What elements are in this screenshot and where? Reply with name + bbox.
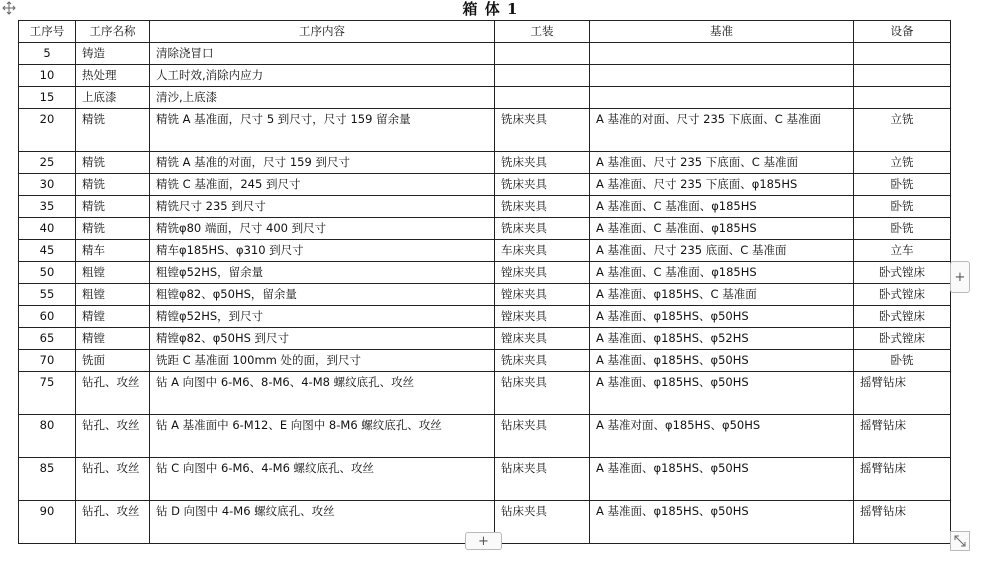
- cell-step-content[interactable]: 精铣φ80 端面，尺寸 400 到尺寸: [150, 218, 495, 240]
- cell-step-no[interactable]: 10: [19, 65, 76, 87]
- cell-datum[interactable]: A 基准面、尺寸 235 下底面、C 基准面: [590, 152, 854, 174]
- cell-equipment[interactable]: 立铣: [854, 152, 951, 174]
- cell-step-name[interactable]: 热处理: [76, 65, 150, 87]
- cell-equipment[interactable]: [854, 43, 951, 65]
- cell-datum[interactable]: A 基准的对面、尺寸 235 下底面、C 基准面: [590, 109, 854, 152]
- cell-datum[interactable]: A 基准面、尺寸 235 下底面、φ185HS: [590, 174, 854, 196]
- cell-equipment[interactable]: 卧式镗床: [854, 328, 951, 350]
- cell-step-no[interactable]: 90: [19, 501, 76, 544]
- cell-fixture[interactable]: 铣床夹具: [495, 109, 590, 152]
- process-table: [18, 20, 951, 544]
- cell-step-no[interactable]: 85: [19, 458, 76, 501]
- cell-step-name[interactable]: 精铣: [76, 196, 150, 218]
- cell-step-content[interactable]: 精铣 C 基准面，245 到尺寸: [150, 174, 495, 196]
- resize-icon: [954, 532, 966, 551]
- cell-equipment[interactable]: 摇臂钻床: [854, 501, 951, 544]
- cell-step-name[interactable]: 精镗: [76, 328, 150, 350]
- cell-step-no[interactable]: 20: [19, 109, 76, 152]
- cell-datum[interactable]: A 基准面、φ185HS、φ50HS: [590, 306, 854, 328]
- cell-step-content[interactable]: 精铣 A 基准面，尺寸 5 到尺寸，尺寸 159 留余量: [150, 109, 495, 152]
- cell-step-no[interactable]: 35: [19, 196, 76, 218]
- header-row: [19, 21, 951, 43]
- cell-equipment[interactable]: 卧式镗床: [854, 284, 951, 306]
- cell-step-content[interactable]: 精镗φ52HS，到尺寸: [150, 306, 495, 328]
- cell-step-name[interactable]: 钻孔、攻丝: [76, 458, 150, 501]
- cell-step-content[interactable]: 钻 C 向图中 6-M6、4-M6 螺纹底孔、攻丝: [150, 458, 495, 501]
- cell-step-name[interactable]: 精铣: [76, 174, 150, 196]
- cell-step-no[interactable]: 45: [19, 240, 76, 262]
- cell-fixture[interactable]: 铣床夹具: [495, 218, 590, 240]
- table-row: [19, 350, 951, 372]
- cell-step-no[interactable]: 25: [19, 152, 76, 174]
- table-row: [19, 109, 951, 152]
- cell-step-name[interactable]: 粗镗: [76, 262, 150, 284]
- cell-fixture[interactable]: 钻床夹具: [495, 501, 590, 544]
- cell-step-content[interactable]: 钻 A 向图中 6-M6、8-M6、4-M8 螺纹底孔、攻丝: [150, 372, 495, 415]
- cell-step-name[interactable]: 铣面: [76, 350, 150, 372]
- table-row: [19, 174, 951, 196]
- cell-datum[interactable]: [590, 43, 854, 65]
- cell-equipment[interactable]: 卧式镗床: [854, 306, 951, 328]
- cell-step-no[interactable]: 80: [19, 415, 76, 458]
- cell-step-content[interactable]: 钻 D 向图中 4-M6 螺纹底孔、攻丝: [150, 501, 495, 544]
- add-column-button[interactable]: [950, 261, 970, 293]
- cell-step-name[interactable]: 铸造: [76, 43, 150, 65]
- cell-equipment[interactable]: 卧铣: [854, 218, 951, 240]
- cell-step-name[interactable]: 精车: [76, 240, 150, 262]
- cell-equipment[interactable]: 摇臂钻床: [854, 372, 951, 415]
- cell-fixture[interactable]: 镗床夹具: [495, 284, 590, 306]
- cell-datum[interactable]: A 基准面、C 基准面、φ185HS: [590, 262, 854, 284]
- cell-fixture[interactable]: 镗床夹具: [495, 262, 590, 284]
- table-row: [19, 458, 951, 501]
- table-row: [19, 43, 951, 65]
- cell-fixture[interactable]: 铣床夹具: [495, 174, 590, 196]
- cell-datum[interactable]: A 基准面、C 基准面、φ185HS: [590, 218, 854, 240]
- cell-equipment[interactable]: 摇臂钻床: [854, 415, 951, 458]
- cell-datum[interactable]: A 基准面、C 基准面、φ185HS: [590, 196, 854, 218]
- cell-step-no[interactable]: 40: [19, 218, 76, 240]
- cell-step-name[interactable]: 钻孔、攻丝: [76, 415, 150, 458]
- cell-fixture[interactable]: [495, 87, 590, 109]
- header-cell-datum[interactable]: 基准: [590, 21, 854, 43]
- cell-step-name[interactable]: 粗镗: [76, 284, 150, 306]
- cell-fixture[interactable]: [495, 65, 590, 87]
- plus-icon: +: [478, 533, 489, 549]
- cell-equipment[interactable]: 卧式镗床: [854, 262, 951, 284]
- document-title: 箱 体 1: [462, 0, 519, 18]
- header-cell-content[interactable]: 工序内容: [150, 21, 495, 43]
- cell-step-name[interactable]: 钻孔、攻丝: [76, 372, 150, 415]
- table-row: [19, 328, 951, 350]
- cell-step-content[interactable]: 人工时效,消除内应力: [150, 65, 495, 87]
- table-row: [19, 152, 951, 174]
- cell-fixture[interactable]: 车床夹具: [495, 240, 590, 262]
- cell-datum[interactable]: [590, 65, 854, 87]
- cell-step-content[interactable]: 清除浇冒口: [150, 43, 495, 65]
- cell-step-content[interactable]: 清沙,上底漆: [150, 87, 495, 109]
- cell-fixture[interactable]: 镗床夹具: [495, 328, 590, 350]
- cell-datum[interactable]: A 基准面、φ185HS、φ50HS: [590, 501, 854, 544]
- cell-step-name[interactable]: 精铣: [76, 218, 150, 240]
- cell-datum[interactable]: A 基准面、尺寸 235 底面、C 基准面: [590, 240, 854, 262]
- table-row: [19, 372, 951, 415]
- cell-step-no[interactable]: 5: [19, 43, 76, 65]
- cell-datum[interactable]: A 基准面、φ185HS、C 基准面: [590, 284, 854, 306]
- cell-step-content[interactable]: 粗镗φ52HS，留余量: [150, 262, 495, 284]
- cell-fixture[interactable]: 铣床夹具: [495, 196, 590, 218]
- cell-equipment[interactable]: 立铣: [854, 109, 951, 152]
- cell-datum[interactable]: A 基准对面、φ185HS、φ50HS: [590, 415, 854, 458]
- cell-step-no[interactable]: 75: [19, 372, 76, 415]
- cell-fixture[interactable]: 铣床夹具: [495, 350, 590, 372]
- cell-step-name[interactable]: 精铣: [76, 109, 150, 152]
- cell-step-no[interactable]: 70: [19, 350, 76, 372]
- cell-step-content[interactable]: 粗镗φ82、φ50HS，留余量: [150, 284, 495, 306]
- table-row: [19, 284, 951, 306]
- cell-fixture[interactable]: 镗床夹具: [495, 306, 590, 328]
- cell-step-content[interactable]: 精镗φ82、φ50HS 到尺寸: [150, 328, 495, 350]
- cell-equipment[interactable]: 卧铣: [854, 196, 951, 218]
- cell-step-name[interactable]: 精铣: [76, 152, 150, 174]
- cell-fixture[interactable]: 钻床夹具: [495, 458, 590, 501]
- cell-datum[interactable]: A 基准面、φ185HS、φ52HS: [590, 328, 854, 350]
- cell-step-content[interactable]: 精车φ185HS、φ310 到尺寸: [150, 240, 495, 262]
- header-cell-equipment[interactable]: 设备: [854, 21, 951, 43]
- header-cell-no[interactable]: 工序号: [19, 21, 76, 43]
- cell-equipment[interactable]: 立车: [854, 240, 951, 262]
- cell-step-name[interactable]: 钻孔、攻丝: [76, 501, 150, 544]
- cell-equipment[interactable]: 卧铣: [854, 350, 951, 372]
- cell-step-content[interactable]: 钻 A 基准面中 6-M12、E 向图中 8-M6 螺纹底孔、攻丝: [150, 415, 495, 458]
- cell-datum[interactable]: [590, 87, 854, 109]
- cell-equipment[interactable]: 摇臂钻床: [854, 458, 951, 501]
- cell-datum[interactable]: A 基准面、φ185HS、φ50HS: [590, 372, 854, 415]
- cell-step-no[interactable]: 15: [19, 87, 76, 109]
- cell-equipment[interactable]: 卧铣: [854, 174, 951, 196]
- cell-equipment[interactable]: [854, 65, 951, 87]
- add-row-button[interactable]: [465, 532, 502, 550]
- cell-step-no[interactable]: 60: [19, 306, 76, 328]
- table-row: [19, 87, 951, 109]
- cell-step-content[interactable]: 精铣尺寸 235 到尺寸: [150, 196, 495, 218]
- cell-fixture[interactable]: 钻床夹具: [495, 415, 590, 458]
- cell-fixture[interactable]: 铣床夹具: [495, 152, 590, 174]
- cell-step-name[interactable]: 上底漆: [76, 87, 150, 109]
- cell-datum[interactable]: A 基准面、φ185HS、φ50HS: [590, 350, 854, 372]
- cell-step-name[interactable]: 精镗: [76, 306, 150, 328]
- cell-step-no[interactable]: 50: [19, 262, 76, 284]
- cell-step-content[interactable]: 精铣 A 基准的对面，尺寸 159 到尺寸: [150, 152, 495, 174]
- cell-fixture[interactable]: [495, 43, 590, 65]
- cell-equipment[interactable]: [854, 87, 951, 109]
- cell-datum[interactable]: A 基准面、φ185HS、φ50HS: [590, 458, 854, 501]
- plus-icon: +: [954, 269, 966, 285]
- cell-step-no[interactable]: 65: [19, 328, 76, 350]
- table-row: [19, 196, 951, 218]
- cell-step-content[interactable]: 铣距 C 基准面 100mm 处的面，到尺寸: [150, 350, 495, 372]
- cell-step-no[interactable]: 55: [19, 284, 76, 306]
- header-cell-name[interactable]: 工序名称: [76, 21, 150, 43]
- table-row: [19, 262, 951, 284]
- table-row: [19, 306, 951, 328]
- table-row: [19, 240, 951, 262]
- table-resize-handle[interactable]: [950, 531, 970, 551]
- header-cell-fixture[interactable]: 工装: [495, 21, 590, 43]
- cell-fixture[interactable]: 钻床夹具: [495, 372, 590, 415]
- table-row: [19, 415, 951, 458]
- table-row: [19, 65, 951, 87]
- table-row: [19, 218, 951, 240]
- cell-step-no[interactable]: 30: [19, 174, 76, 196]
